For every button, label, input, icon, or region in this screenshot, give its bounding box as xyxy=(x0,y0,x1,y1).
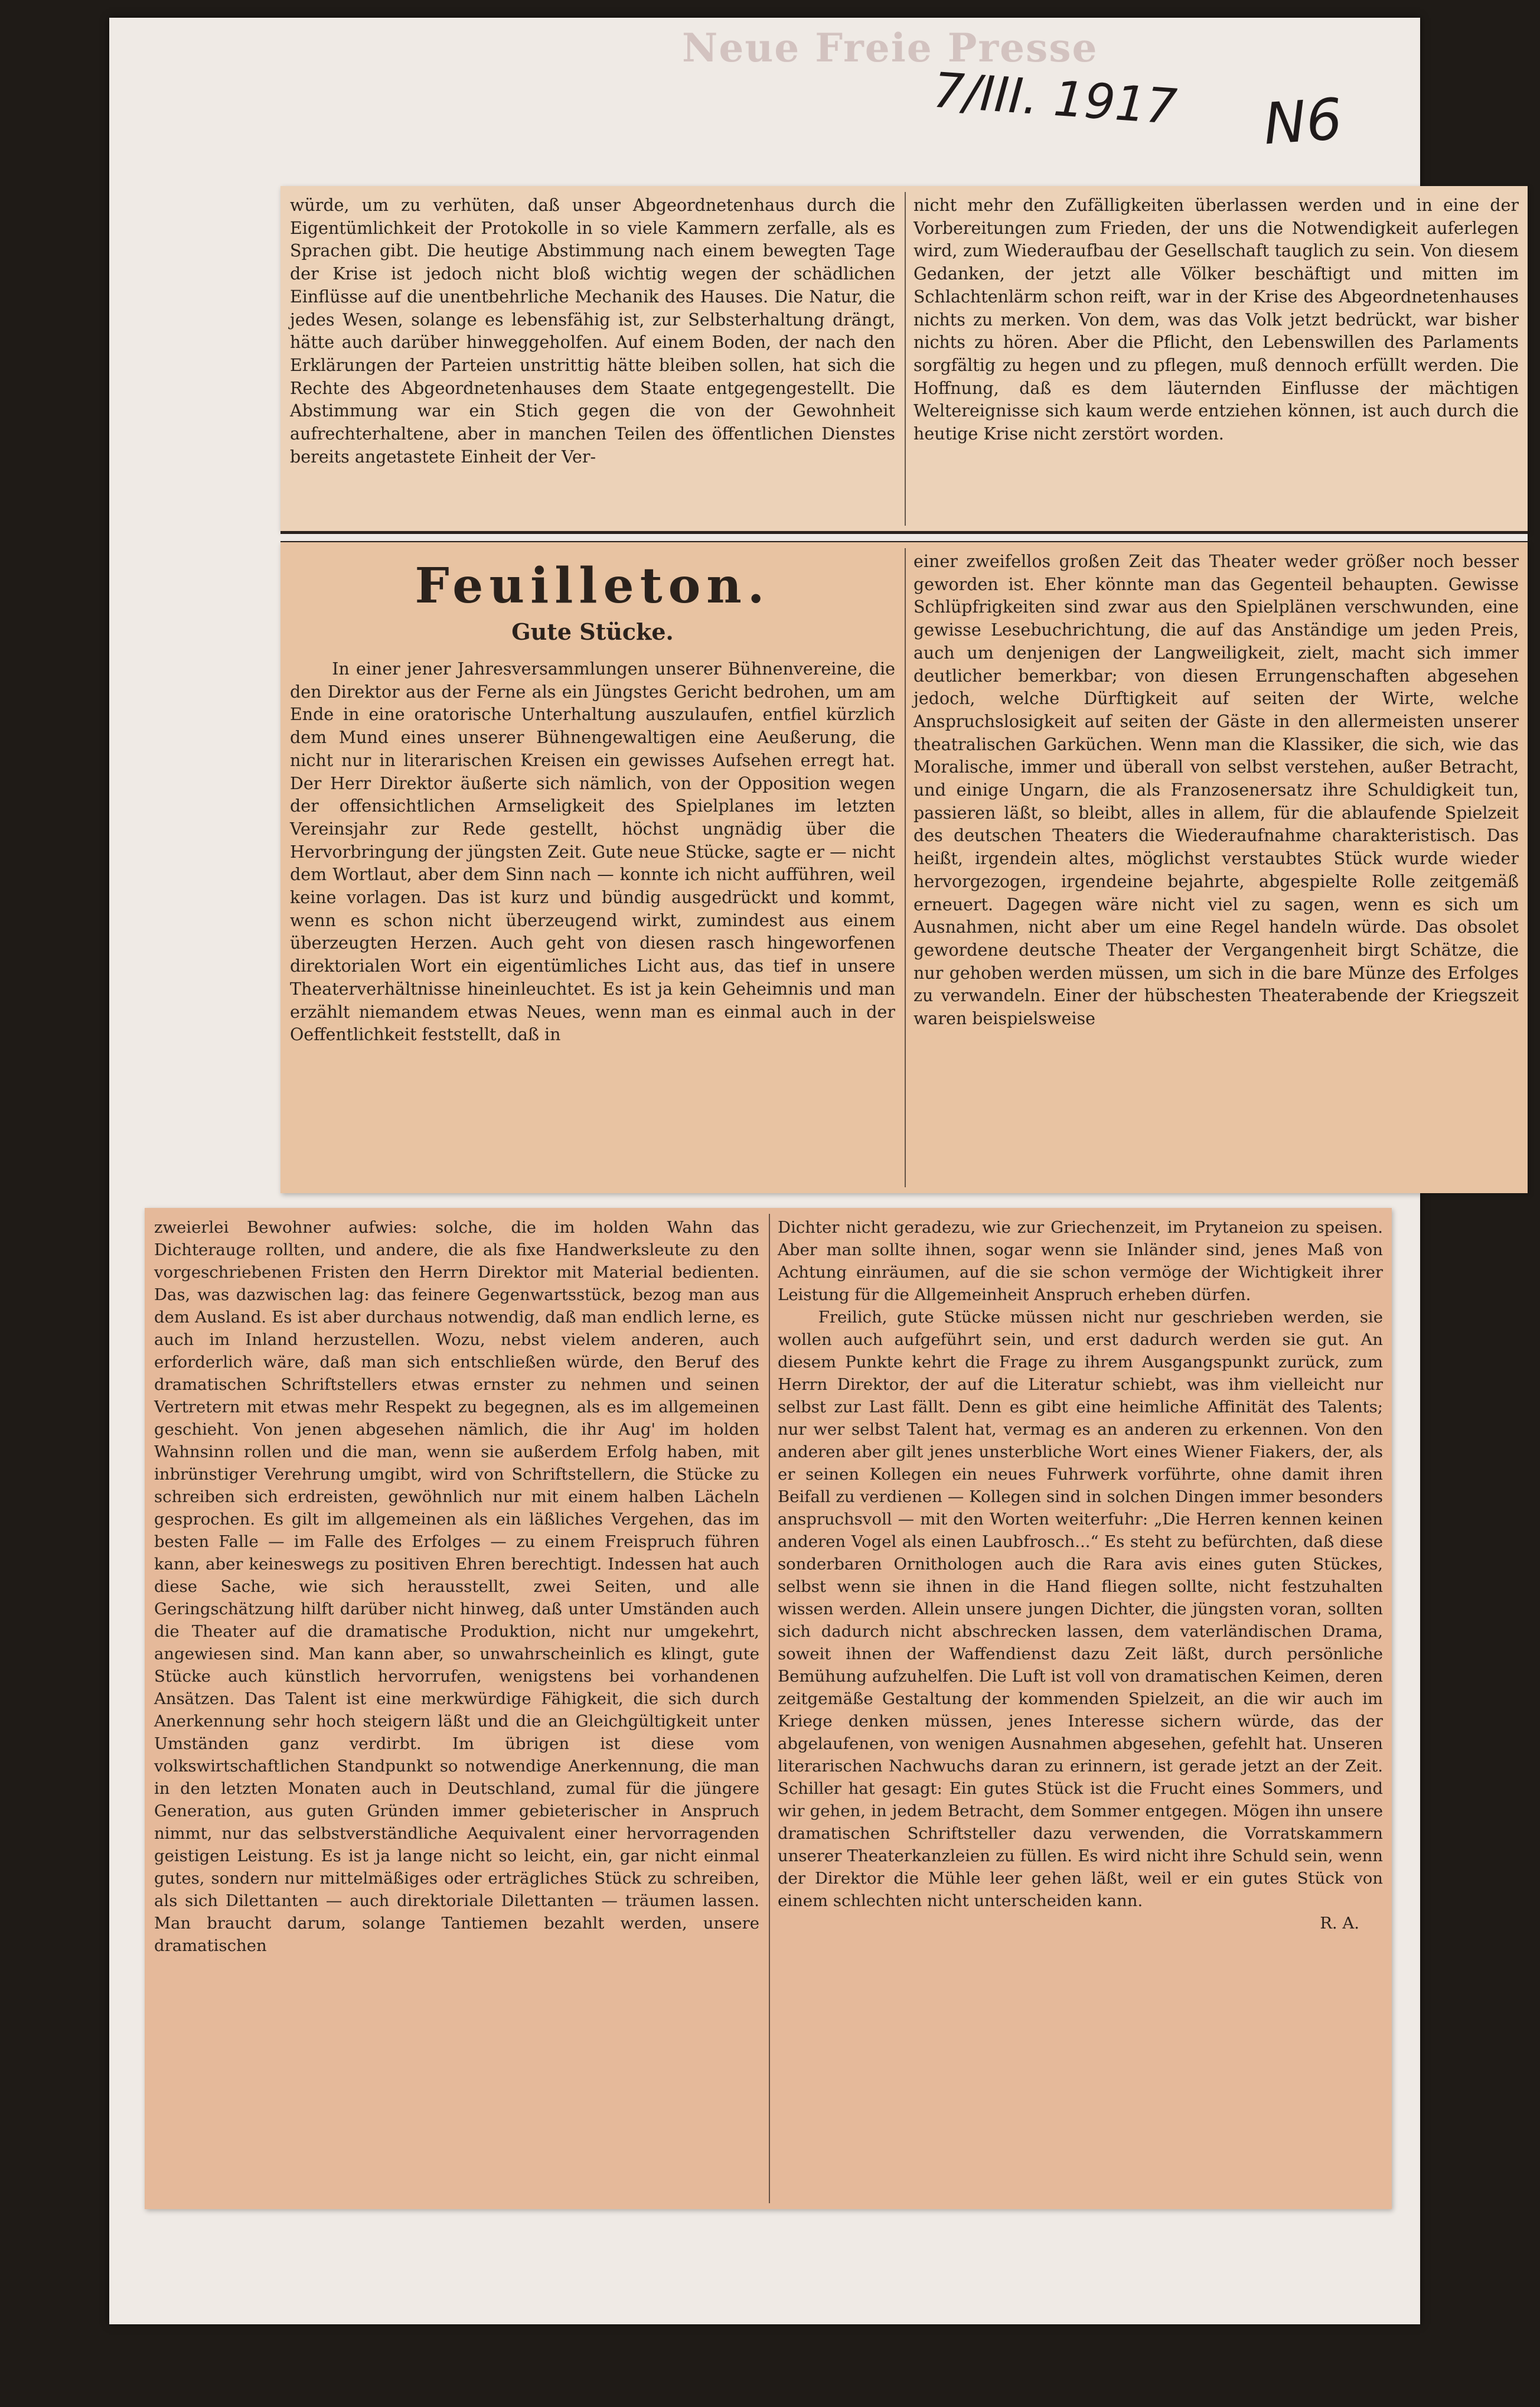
clipping-editorial xyxy=(280,186,1528,532)
clipping-feuilleton xyxy=(280,542,1528,1193)
continuation-text-right-p1: Dichter nicht geradezu, wie zur Griechenzeit, im Prytaneion zu speisen. Aber man sollte ihnen, sogar wenn sie Inländer sind, jenes Maß von Achtung einräumen, auf die sie schon vermöge der Wichtigkeit ihrer Leistung für die Allgemeinheit Anspruch erheben dürfen. xyxy=(778,1218,1383,1304)
continuation-column-left xyxy=(154,1216,759,2201)
section-rule xyxy=(280,531,1528,542)
editorial-text-left: würde, um zu verhüten, daß unser Abgeordnetenhaus durch die Eigentümlichkeit der Protokolle in so viele Kammern zerfalle, als es Sprachen gibt. Die heutige Abstimmung nach einem bewegten Tage der Krise ist jedoch nicht bloß wichtig wegen der schädlichen Einflüsse auf die unentbehrliche Mechanik des Hauses. Die Natur, die jedes Wesen, solange es lebensfähig ist, zur Selbsterhaltung drängt, hätte auch darüber hinweggeholfen. Auf einem Boden, der nach den Erklärungen der Parteien unstrittig hätte bleiben sollen, hat sich die Rechte des Abgeordnetenhauses dem Staate entgegengestellt. Die Abstimmung war ein Stich gegen die von der Gewohnheit aufrechterhaltene, aber in manchen Teilen des öffentlichen Dienstes bereits angetastete Einheit der Ver- xyxy=(290,196,895,467)
feuilleton-text-left: In einer jener Jahresversammlungen unserer Bühnenvereine, die den Direktor aus der Ferne als ein Jüngstes Gericht bedrohen, um am Ende in eine oratorische Unterhaltung auszulaufen, entfiel kürzlich dem Mund eines unserer Bühnengewaltigen eine Aeußerung, die nicht nur in literarischen Kreisen ein gewisses Aufsehen erregt hat. Der Herr Direktor äußerte sich nämlich, von der Opposition wegen der offensichtlichen Armseligkeit des Spielplanes im letzten Vereinsjahr zur Rede gestellt, höchst ungnädig über die Hervorbringung der jüngsten Zeit. Gute neue Stücke, sagte er — nicht dem Wortlaut, aber dem Sinn nach — konnte ich nicht aufführen, weil keine vorlagen. Das ist kurz und bündig ausgedrückt und kommt, wenn es schon nicht überzeugend wirkt, zumindest aus einem überzeugten Herzen. Auch geht von diesen rasch hingeworfenen direktorialen Wort ein eigentümliches Licht aus, das tief in unsere Theaterverhältnisse hineinleuchtet. Es ist ja kein Geheimnis und man erzählt niemandem etwas Neues, wenn man es einmal auch in der Oeffentlichkeit feststellt, daß in xyxy=(290,659,895,1045)
continuation-text-left: zweierlei Bewohner aufwies: solche, die im holden Wahn das Dichterauge rollten, und andere, die als fixe Handwerksleute zu den vorgeschriebenen Fristen den Herrn Direktor mit Material bedienten. Das, was dazwischen lag: das feinere Gegenwartsstück, bezog man aus dem Ausland. Es ist aber durchaus notwendig, daß man endlich lerne, es auch im Inland herzustellen. Wozu, nebst vielem anderen, auch erforderlich wäre, daß man sich entschließen würde, den Beruf des dramatischen Schriftstellers etwas ernster zu nehmen und seinen Vertretern mit etwas mehr Respekt zu begegnen, als es im allgemeinen geschieht. Von jenen abgesehen nämlich, die ihr Aug' im holden Wahnsinn rollen und die man, wenn sie außerdem Erfolg haben, mit inbrünstiger Verehrung umgibt, wird von Schriftstellern, die Stücke zu schreiben sich erdreisten, gewöhnlich nur mit einem halben Lächeln gesprochen. Es gilt im allgemeinen als ein läßliches Vergehen, das im besten Falle — im Falle des Erfolges — zu einem Freispruch führen kann, aber keineswegs zu positiven Ehren berechtigt. Indessen hat auch diese Sache, wie sich herausstellt, zwei Seiten, und alle Geringschätzung hilft darüber nicht hinweg, daß unter Umständen auch die Theater auf die dramatische Produktion, nicht nur umgekehrt, angewiesen sind. Man kann aber, so unwahrscheinlich es klingt, gute Stücke auch künstlich hervorrufen, wenigstens bei vorhandenen Ansätzen. Das Talent ist eine merkwürdige Fähigkeit, die sich durch Anerkennung sehr hoch steigern läßt und die an Gleichgültigkeit unter Umständen ganz verdirbt. Im übrigen ist diese vom volkswirtschaftlichen Standpunkt so notwendige Anerkennung, die man in den letzten Monaten auch in Deutschland, zumal für die jüngere Generation, aus guten Gründen immer gebieterischer in Anspruch nimmt, nur das selbstverständliche Aequivalent einer hervorragenden geistigen Leistung. Es ist ja lange nicht so leicht, ein, gar nicht einmal gutes, sondern nur mittelmäßiges oder erträgliches Stück zu schreiben, als sich Dilettanten — auch direktoriale Dilettanten — träumen lassen. Man braucht darum, solange Tantiemen bezahlt werden, unsere dramatischen xyxy=(154,1218,759,1955)
feuilleton-column-right xyxy=(913,551,1519,1185)
column-divider xyxy=(769,1214,770,2203)
handwritten-date: 7/III. 1917 xyxy=(931,62,1179,136)
article-subtitle: Gute Stücke. xyxy=(511,618,674,645)
column-divider xyxy=(905,548,906,1187)
feuilleton-column-left xyxy=(290,551,895,1185)
editorial-column-left xyxy=(290,194,895,523)
author-signature: R. A. xyxy=(1320,1914,1359,1933)
handwritten-number: N6 xyxy=(1261,86,1345,158)
column-divider xyxy=(905,192,906,526)
feuilleton-title: Feuilleton. xyxy=(415,558,771,614)
editorial-text-right: nicht mehr den Zufälligkeiten überlassen werden und in eine der Vorbereitungen zum Frieden, der uns die Notwendigkeit auferlegen wird, zum Wiederaufbau der Gesellschaft tauglich zu sein. Von diesem Gedanken, der jetzt alle Völker beschäftigt und mitten im Schlachtenlärm schon reift, war in der Krise des Abgeordnetenhauses nichts zu merken. Von dem, was das Volk jetzt bedrückt, war bisher nichts zu hören. Aber die Pflicht, den Lebenswillen des Parlaments sorgfältig zu hegen und zu pflegen, muß dennoch erfüllt werden. Die Hoffnung, daß es dem läuternden Einflusse der mächtigen Weltereignisse sich kaum werde entziehen können, ist auch durch die heutige Krise nicht zerstört worden. xyxy=(913,196,1519,444)
continuation-text-right-p2: Freilich, gute Stücke müssen nicht nur geschrieben werden, sie wollen auch aufgeführt sein, und erst dadurch werden sie gut. An diesem Punkte kehrt die Frage zu ihrem Ausgangspunkt zurück, zum Herrn Direktor, der auf die Literatur schiebt, was ihm vielleicht nur selbst zur Last fällt. Denn es gibt eine heimliche Affinität des Talents; nur wer selbst Talent hat, vermag es an anderen zu erkennen. Von den anderen aber gilt jenes unsterbliche Wort eines Wiener Fiakers, der, als er seinen Kollegen ein neues Fuhrwerk vorführte, ohne damit ihren Beifall zu verdienen — Kollegen sind in solchen Dingen immer besonders anspruchsvoll — mit den Worten weiterfuhr: „Die Herren kennen keinen anderen Vogel als einen Laubfrosch...“ Es steht zu befürchten, daß diese sonderbaren Ornithologen auch die Rara avis eines guten Stückes, selbst wenn sie ihnen in die Hand fliegen sollte, nicht festzuhalten wissen werden. Allein unsere jungen Dichter, die jüngsten voran, sollten sich dadurch nicht abschrecken lassen, dem vaterländischen Drama, soweit ihnen der Waffendienst dazu Zeit läßt, durch persönliche Bemühung aufzuhelfen. Die Luft ist voll von dramatischen Keimen, deren zeitgemäße Gestaltung der kommenden Spielzeit, an die wir auch im Kriege denken müssen, jenes Interesse sichern würde, das der abgelaufenen, von wenigen Ausnahmen abgesehen, gefehlt hat. Unseren literarischen Nachwuchs daran zu erinnern, ist gerade jetzt an der Zeit. Schiller hat gesagt: Ein gutes Stück ist die Frucht eines Sommers, und wir gehen, in jedem Betracht, dem Sommer entgegen. Mögen ihn unsere dramatischen Schriftsteller dazu verwenden, die Vorratskammern unserer Theaterkanzleien zu füllen. Es wird nicht ihre Schuld sein, wenn der Direktor die Mühle leer gehen läßt, weil er ein gutes Stück von einem schlechten nicht unterscheiden kann. xyxy=(778,1308,1383,1910)
editorial-column-right xyxy=(913,194,1519,523)
newspaper-stamp: Neue Freie Presse xyxy=(682,25,1098,71)
feuilleton-text-right: einer zweifellos großen Zeit das Theater weder größer noch besser geworden ist. Eher könnte man das Gegenteil behaupten. Gewisse Schlüpfrigkeiten sind zwar aus den Spielplänen verschwunden, eine gewisse Lesebuchrichtung, die auf das Anständige um jeden Preis, auch um denjenigen der Langweiligkeit, zielt, macht sich immer deutlicher bemerkbar; von diesen Errungenschaften abgesehen jedoch, welche Dürftigkeit auf seiten der Wirte, welche Anspruchslosigkeit auf seiten der Gäste in den allermeisten unserer theatralischen Garküchen. Wenn man die Klassiker, die sich, wie das Moralische, immer und überall von selbst verstehen, außer Betracht, und einige Ungarn, die als Franzosenersatz ihre Schuldigkeit tun, passieren läßt, so bleibt, alles in allem, für die ablaufende Spielzeit des deutschen Theaters die Wiederaufnahme charakteristisch. Das heißt, irgendein altes, möglichst verstaubtes Stück wurde wieder hervorgezogen, irgendeine bejahrte, abgespielte Rolle zeitgemäß erneuert. Dagegen wäre nicht viel zu sagen, wenn es sich um Ausnahmen, nicht aber um eine Regel handeln würde. Das obsolet gewordene deutsche Theater der Vergangenheit birgt Schätze, die nur gehoben werden müssen, um sich in die bare Münze des Erfolges zu verwandeln. Einer der hübschesten Theaterabende der Kriegszeit waren beispielsweise xyxy=(913,552,1519,1029)
clipping-continuation xyxy=(145,1208,1392,2209)
continuation-column-right xyxy=(778,1216,1383,2201)
